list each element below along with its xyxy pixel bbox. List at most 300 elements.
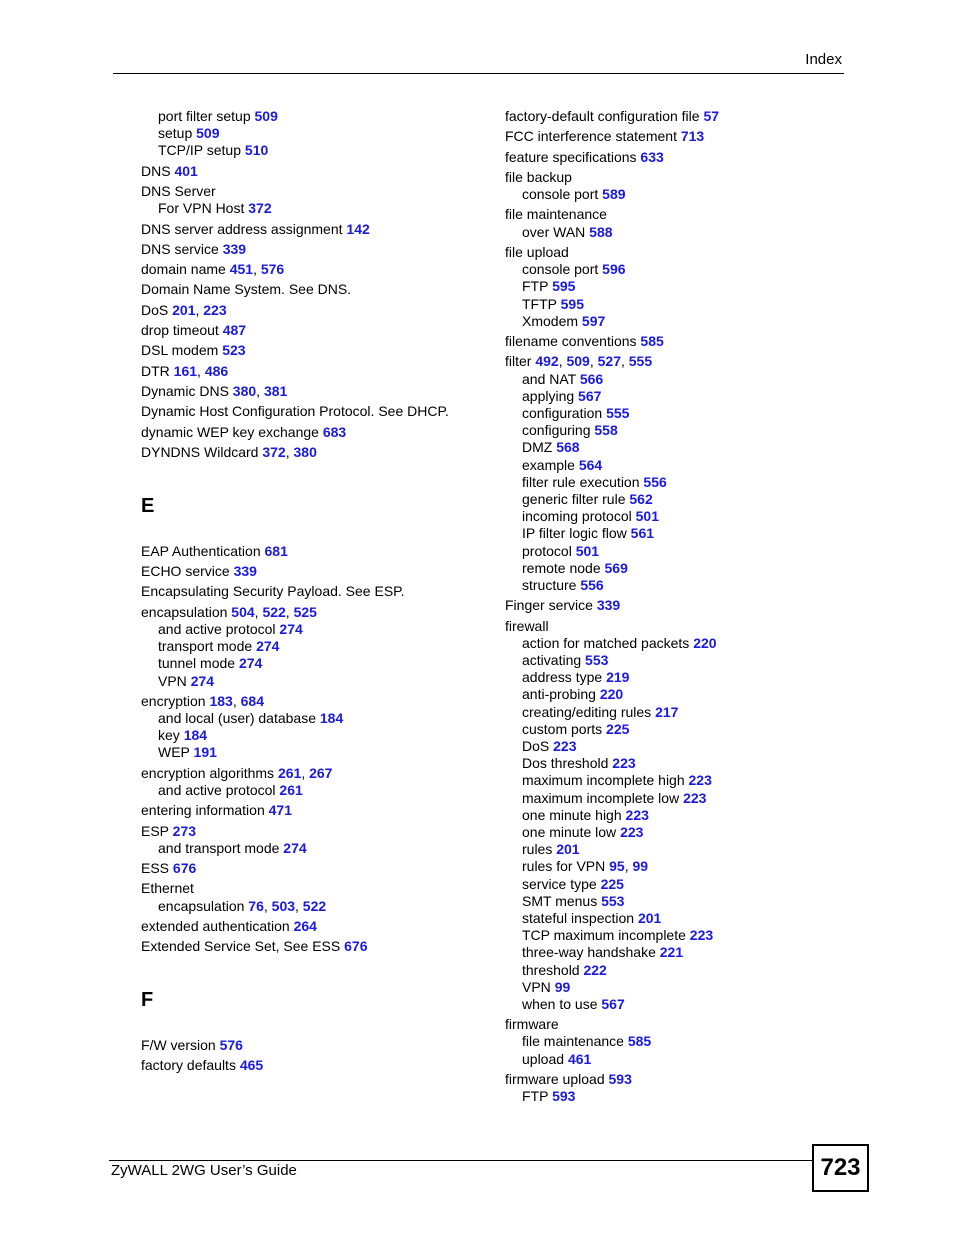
page-reference-link[interactable]: 339	[222, 240, 247, 257]
entry-term: key	[158, 727, 184, 744]
page-reference-link[interactable]: 57	[703, 108, 720, 124]
page-reference-link[interactable]: 261	[279, 781, 303, 798]
entry-term: DNS service	[141, 240, 223, 257]
page-reference-link[interactable]: 486	[204, 362, 229, 379]
entry-term: upload	[522, 1050, 568, 1067]
entry-term: file maintenance	[522, 1033, 628, 1050]
page-reference-link[interactable]: 561	[630, 525, 655, 542]
page-reference-link[interactable]: 184	[319, 710, 344, 726]
index-entry	[505, 1016, 559, 1033]
page-reference-link[interactable]: 593	[552, 1088, 576, 1105]
entry-term: and local (user) database	[158, 710, 320, 726]
index-subentry	[522, 577, 604, 594]
index-subentry	[522, 457, 602, 474]
entry-term: SMT menus	[522, 892, 602, 909]
page-reference-link[interactable]: 553	[601, 892, 625, 909]
index-subentry	[522, 278, 575, 295]
page-reference-link[interactable]: 595	[552, 278, 576, 295]
index-entry	[141, 938, 367, 955]
index-subentry	[158, 638, 279, 655]
index-entry	[505, 618, 549, 635]
entry-term: console port	[522, 261, 603, 278]
index-subentry	[522, 893, 624, 910]
index-entry	[141, 563, 257, 580]
page-ref-separator: ,	[232, 692, 241, 709]
entry-term: Dos threshold	[522, 755, 613, 772]
entry-term: F/W version	[141, 1037, 220, 1054]
entry-term: and NAT	[522, 370, 580, 387]
page-reference-link[interactable]: 585	[640, 333, 664, 349]
index-entry	[141, 444, 317, 461]
entry-term: TCP/IP setup	[158, 142, 245, 159]
entry-term: incoming protocol	[522, 508, 636, 525]
page-reference-link[interactable]: 220	[693, 634, 717, 651]
page-reference-link[interactable]: 527	[597, 353, 621, 370]
page-reference-link[interactable]: 523	[222, 342, 246, 359]
entry-term: stateful inspection	[522, 909, 638, 926]
index-subentry	[522, 422, 618, 439]
page-ref-separator: ,	[285, 443, 294, 460]
entry-term: firmware	[505, 1016, 559, 1033]
entry-term: generic filter rule	[522, 490, 630, 507]
page-reference-link[interactable]: 339	[233, 563, 257, 580]
index-subentry	[158, 840, 307, 857]
entry-term: over WAN	[522, 223, 590, 240]
page-reference-link[interactable]: 461	[567, 1050, 592, 1067]
index-subentry	[522, 543, 599, 560]
index-entry	[505, 206, 607, 223]
page-reference-link[interactable]: 566	[579, 370, 604, 387]
page-reference-link[interactable]: 588	[589, 223, 613, 240]
page-reference-link[interactable]: 372	[262, 443, 286, 460]
page-ref-separator: ,	[295, 897, 303, 914]
page-reference-link[interactable]: 510	[244, 142, 269, 159]
index-entry	[505, 597, 620, 614]
page-reference-link[interactable]: 555	[628, 353, 653, 370]
entry-term: file maintenance	[505, 206, 607, 223]
entry-term: action for matched packets	[522, 634, 694, 651]
page-reference-link[interactable]: 471	[268, 802, 292, 819]
page-reference-link[interactable]: 223	[553, 737, 577, 754]
index-entry	[141, 342, 246, 359]
entry-term: filename conventions	[505, 333, 641, 349]
page-reference-link[interactable]: 381	[263, 382, 288, 399]
entry-term: transport mode	[158, 638, 257, 655]
entry-term: IP filter logic flow	[522, 525, 631, 542]
entry-term: dynamic WEP key exchange	[141, 423, 323, 440]
entry-term: setup	[158, 125, 197, 142]
index-subentry	[158, 125, 220, 142]
index-entry	[141, 383, 287, 400]
entry-term: address type	[522, 669, 607, 686]
page-reference-link[interactable]: 99	[554, 978, 571, 995]
index-subentry	[522, 1051, 591, 1068]
index-subentry	[522, 388, 601, 405]
page-reference-link[interactable]: 676	[172, 860, 197, 876]
index-subentry	[158, 898, 326, 915]
page-reference-link[interactable]: 522	[262, 603, 286, 620]
index-subentry	[522, 296, 584, 313]
page-reference-link[interactable]: 633	[640, 148, 664, 165]
index-entry	[141, 693, 264, 710]
index-entry	[141, 281, 351, 298]
index-entry	[141, 583, 405, 600]
page-reference-link[interactable]: 273	[172, 822, 197, 839]
entry-term: encapsulation	[158, 897, 249, 914]
page-reference-link[interactable]: 223	[683, 789, 707, 806]
page-reference-link[interactable]: 223	[625, 806, 649, 823]
page-reference-link[interactable]: 569	[604, 559, 628, 576]
page-reference-link[interactable]: 525	[293, 603, 317, 620]
index-subentry	[522, 910, 661, 927]
index-subentry	[522, 807, 649, 824]
page-ref-separator: ,	[285, 603, 294, 620]
entry-term: configuring	[522, 422, 595, 439]
entry-term: file backup	[505, 168, 572, 185]
index-entry	[141, 302, 227, 319]
entry-term: factory-default configuration file	[505, 108, 704, 124]
entry-term: console port	[522, 186, 603, 203]
index-subentry	[522, 772, 712, 789]
page-ref-separator: ,	[263, 897, 272, 914]
page-reference-link[interactable]: 223	[689, 927, 714, 944]
index-subentry	[522, 186, 626, 203]
entry-term: ECHO service	[141, 563, 234, 580]
page-reference-link[interactable]: 142	[346, 220, 370, 237]
page-reference-link[interactable]: 585	[627, 1033, 652, 1050]
page-reference-link[interactable]: 191	[193, 744, 217, 761]
index-entry	[141, 221, 370, 238]
entry-term: remote node	[522, 559, 605, 576]
page-reference-link[interactable]: 339	[596, 597, 621, 614]
page-reference-link[interactable]: 556	[580, 576, 604, 593]
page-reference-link[interactable]: 553	[585, 651, 609, 668]
index-subentry	[158, 142, 268, 159]
page-reference-link[interactable]: 509	[254, 108, 278, 124]
page-ref-separator: ,	[195, 301, 204, 318]
entry-term: one minute high	[522, 806, 626, 823]
page-reference-link[interactable]: 274	[279, 620, 303, 637]
index-entry	[141, 322, 246, 339]
entry-term: anti-probing	[522, 686, 600, 703]
index-entry	[505, 1071, 632, 1088]
page-reference-link[interactable]: 372	[248, 200, 272, 217]
page-reference-link[interactable]: 713	[680, 128, 705, 145]
entry-term: encapsulation	[141, 603, 232, 620]
entry-term: rules for VPN	[522, 858, 610, 875]
index-subentry	[522, 1033, 651, 1050]
index-entry	[141, 543, 288, 560]
page-reference-link[interactable]: 201	[556, 841, 580, 858]
entry-term: DMZ	[522, 439, 557, 456]
entry-term: when to use	[522, 995, 602, 1012]
page-reference-link[interactable]: 223	[203, 301, 227, 318]
page-reference-link[interactable]: 76	[248, 897, 264, 914]
index-entry	[505, 149, 664, 166]
index-entry	[141, 823, 196, 840]
page-reference-link[interactable]: 509	[566, 353, 590, 370]
index-subentry	[158, 673, 214, 690]
index-subentry	[522, 927, 713, 944]
entry-term: Dynamic DNS	[141, 382, 233, 399]
entry-term: DYNDNS Wildcard	[141, 443, 263, 460]
entry-term: feature specifications	[505, 148, 641, 165]
index-entry	[505, 169, 572, 186]
index-entry	[141, 860, 196, 877]
entry-term: firewall	[505, 617, 549, 634]
page-reference-link[interactable]: 451	[229, 261, 254, 278]
page-reference-link[interactable]: 217	[655, 703, 679, 720]
index-entry	[141, 918, 317, 935]
index-entry	[141, 802, 292, 819]
page-reference-link[interactable]: 576	[260, 261, 285, 278]
entry-term: service type	[522, 875, 601, 892]
page-ref-separator: ,	[253, 261, 261, 278]
entry-term: TCP maximum incomplete	[522, 927, 690, 944]
page-ref-separator: ,	[197, 362, 205, 379]
entry-term: firmware upload	[505, 1070, 609, 1087]
entry-term: FTP	[522, 1088, 553, 1105]
entry-term: custom ports	[522, 720, 607, 737]
index-subentry	[522, 858, 648, 875]
entry-term: FTP	[522, 278, 553, 295]
index-subentry	[522, 405, 629, 422]
entry-term: DNS	[141, 162, 175, 179]
entry-term: DTR	[141, 362, 174, 379]
entry-term: entering information	[141, 802, 269, 819]
entry-term: VPN	[158, 672, 191, 689]
entry-term: DoS	[141, 301, 173, 318]
index-entry	[505, 244, 569, 261]
index-subentry	[522, 313, 605, 330]
index-subentry	[158, 655, 262, 672]
index-subentry	[522, 439, 580, 456]
page-reference-link[interactable]: 487	[222, 322, 247, 338]
page-reference-link[interactable]: 558	[594, 422, 618, 439]
index-entry	[505, 108, 719, 125]
entry-term: example	[522, 456, 579, 473]
index-subentry	[158, 621, 303, 638]
page-reference-link[interactable]: 401	[174, 162, 198, 179]
index-subentry	[522, 824, 643, 841]
page-ref-separator: ,	[624, 858, 633, 875]
entry-term: encryption algorithms	[141, 764, 278, 781]
section-letter: E	[141, 494, 155, 517]
index-subentry	[522, 979, 570, 996]
page-reference-link[interactable]: 567	[601, 995, 625, 1012]
entry-term: maximum incomplete high	[522, 772, 689, 789]
entry-term: file upload	[505, 243, 569, 260]
index-entry	[141, 261, 284, 278]
page-reference-link[interactable]: 201	[172, 301, 196, 318]
index-subentry	[522, 876, 624, 893]
entry-term: factory defaults	[141, 1057, 240, 1074]
entry-term: Encapsulating Security Payload. See ESP.	[141, 583, 405, 600]
index-entry	[141, 424, 346, 441]
page-reference-link[interactable]: 219	[606, 669, 630, 686]
entry-term: EAP Authentication	[141, 542, 265, 559]
page-ref-separator: ,	[254, 603, 263, 620]
page-reference-link[interactable]: 596	[602, 261, 626, 278]
page-reference-link[interactable]: 274	[238, 655, 263, 672]
entry-term: Extended Service Set, See ESS	[141, 938, 345, 955]
index-entry	[141, 183, 216, 200]
entry-term: protocol	[522, 542, 576, 559]
page-reference-link[interactable]: 161	[173, 362, 198, 379]
page-reference-link[interactable]: 183	[209, 692, 233, 709]
page-reference-link[interactable]: 589	[602, 186, 626, 203]
page-reference-link[interactable]: 492	[535, 353, 559, 370]
index-subentry	[522, 635, 717, 652]
page-reference-link[interactable]: 201	[637, 909, 662, 926]
page-reference-link[interactable]: 576	[219, 1037, 243, 1054]
entry-term: DNS server address assignment	[141, 220, 347, 237]
index-entry	[141, 1057, 263, 1074]
index-subentry	[522, 738, 576, 755]
page-reference-link[interactable]: 223	[688, 772, 712, 789]
page-reference-link[interactable]: 501	[635, 508, 659, 525]
running-header: Index	[805, 51, 842, 68]
entry-term: filter	[505, 353, 536, 370]
entry-term: extended authentication	[141, 917, 294, 934]
page-reference-link[interactable]: 501	[575, 542, 600, 559]
index-subentry	[522, 491, 653, 508]
entry-term: and transport mode	[158, 839, 284, 856]
page-reference-link[interactable]: 223	[612, 755, 636, 772]
footer-guide-title: ZyWALL 2WG User’s Guide	[111, 1162, 297, 1179]
page-reference-link[interactable]: 99	[632, 858, 649, 875]
index-entry	[141, 1037, 243, 1054]
page-reference-link[interactable]: 267	[309, 764, 333, 781]
index-entry	[505, 333, 664, 350]
page-reference-link[interactable]: 503	[271, 897, 296, 914]
page-reference-link[interactable]: 264	[293, 917, 317, 934]
page-ref-separator: ,	[256, 382, 264, 399]
index-subentry	[522, 755, 636, 772]
index-subentry	[158, 782, 303, 799]
page-reference-link[interactable]: 380	[293, 443, 317, 460]
page-reference-link[interactable]: 225	[606, 720, 630, 737]
entry-term: tunnel mode	[158, 655, 239, 672]
index-entry	[141, 765, 332, 782]
page-reference-link[interactable]: 274	[256, 638, 280, 655]
index-subentry	[522, 1088, 575, 1105]
index-subentry	[522, 525, 654, 542]
page-reference-link[interactable]: 184	[183, 727, 208, 744]
index-entry	[141, 363, 228, 380]
page-reference-link[interactable]: 95	[609, 858, 625, 875]
page-reference-link[interactable]: 595	[560, 295, 584, 312]
entry-term: FCC interference statement	[505, 128, 681, 145]
index-subentry	[522, 996, 625, 1013]
page-number-box	[812, 1144, 869, 1192]
entry-term: port filter setup	[158, 108, 255, 124]
index-entry	[141, 604, 317, 621]
entry-term: ESS	[141, 860, 173, 876]
page-reference-link[interactable]: 261	[277, 764, 302, 781]
index-subentry	[522, 962, 607, 979]
index-subentry	[522, 721, 629, 738]
header-divider	[113, 73, 844, 74]
index-subentry	[522, 224, 613, 241]
entry-term: activating	[522, 651, 586, 668]
entry-term: Finger service	[505, 597, 597, 614]
page-reference-link[interactable]: 684	[240, 692, 264, 709]
entry-term: filter rule execution	[522, 473, 644, 490]
page-reference-link[interactable]: 522	[302, 897, 327, 914]
entry-term: Xmodem	[522, 312, 582, 329]
entry-term: For VPN Host	[158, 200, 249, 217]
entry-term: DSL modem	[141, 342, 223, 359]
page-number: 723	[820, 1154, 861, 1181]
page-reference-link[interactable]: 225	[600, 875, 624, 892]
section-letter: F	[141, 989, 154, 1012]
page-reference-link[interactable]: 555	[606, 404, 630, 421]
page-reference-link[interactable]: 465	[239, 1057, 264, 1074]
entry-term: configuration	[522, 404, 607, 421]
footer-divider	[109, 1160, 813, 1161]
index-subentry	[522, 841, 580, 858]
index-entry	[505, 353, 652, 370]
page-reference-link[interactable]: 567	[578, 387, 602, 404]
index-subentry	[158, 200, 272, 217]
entry-term: rules	[522, 841, 557, 858]
entry-term: encryption	[141, 692, 210, 709]
page-ref-separator: ,	[558, 353, 567, 370]
page-reference-link[interactable]: 683	[322, 423, 347, 440]
index-entry	[505, 128, 704, 145]
entry-term: TFTP	[522, 295, 561, 312]
page-reference-link[interactable]: 568	[556, 439, 580, 456]
entry-term: DNS Server	[141, 183, 216, 199]
page-reference-link[interactable]: 380	[232, 382, 257, 399]
index-subentry	[158, 744, 217, 761]
page-reference-link[interactable]: 222	[583, 961, 607, 978]
entry-term: Domain Name System. See DNS.	[141, 281, 352, 298]
index-subentry	[522, 652, 608, 669]
index-entry	[141, 241, 246, 258]
page-reference-link[interactable]: 597	[581, 312, 606, 329]
page-reference-link[interactable]: 504	[231, 603, 255, 620]
page-reference-link[interactable]: 593	[608, 1070, 632, 1087]
entry-term: WEP	[158, 744, 194, 761]
page-reference-link[interactable]: 564	[578, 456, 603, 473]
index-entry	[141, 163, 198, 180]
page-reference-link[interactable]: 274	[283, 839, 307, 856]
entry-term: three-way handshake	[522, 944, 660, 961]
page-ref-separator: ,	[301, 764, 310, 781]
page-reference-link[interactable]: 676	[344, 938, 368, 955]
page-reference-link[interactable]: 220	[599, 686, 624, 703]
page-reference-link[interactable]: 274	[190, 672, 215, 689]
entry-term: creating/editing rules	[522, 703, 656, 720]
page-reference-link[interactable]: 509	[196, 125, 220, 142]
page-reference-link[interactable]: 223	[620, 823, 644, 840]
index-subentry	[522, 669, 629, 686]
entry-term: ESP	[141, 822, 173, 839]
page-ref-separator: ,	[589, 353, 598, 370]
entry-term: and active protocol	[158, 781, 280, 798]
page-ref-separator: ,	[620, 353, 629, 370]
index-subentry	[158, 710, 343, 727]
page-reference-link[interactable]: 556	[643, 473, 667, 490]
entry-term: Dynamic Host Configuration Protocol. See DHCP.	[141, 403, 449, 420]
index-entry	[141, 403, 449, 420]
entry-term: applying	[522, 387, 579, 404]
page-reference-link[interactable]: 562	[629, 490, 653, 507]
page-reference-link[interactable]: 681	[264, 542, 288, 559]
page-reference-link[interactable]: 221	[659, 944, 684, 961]
